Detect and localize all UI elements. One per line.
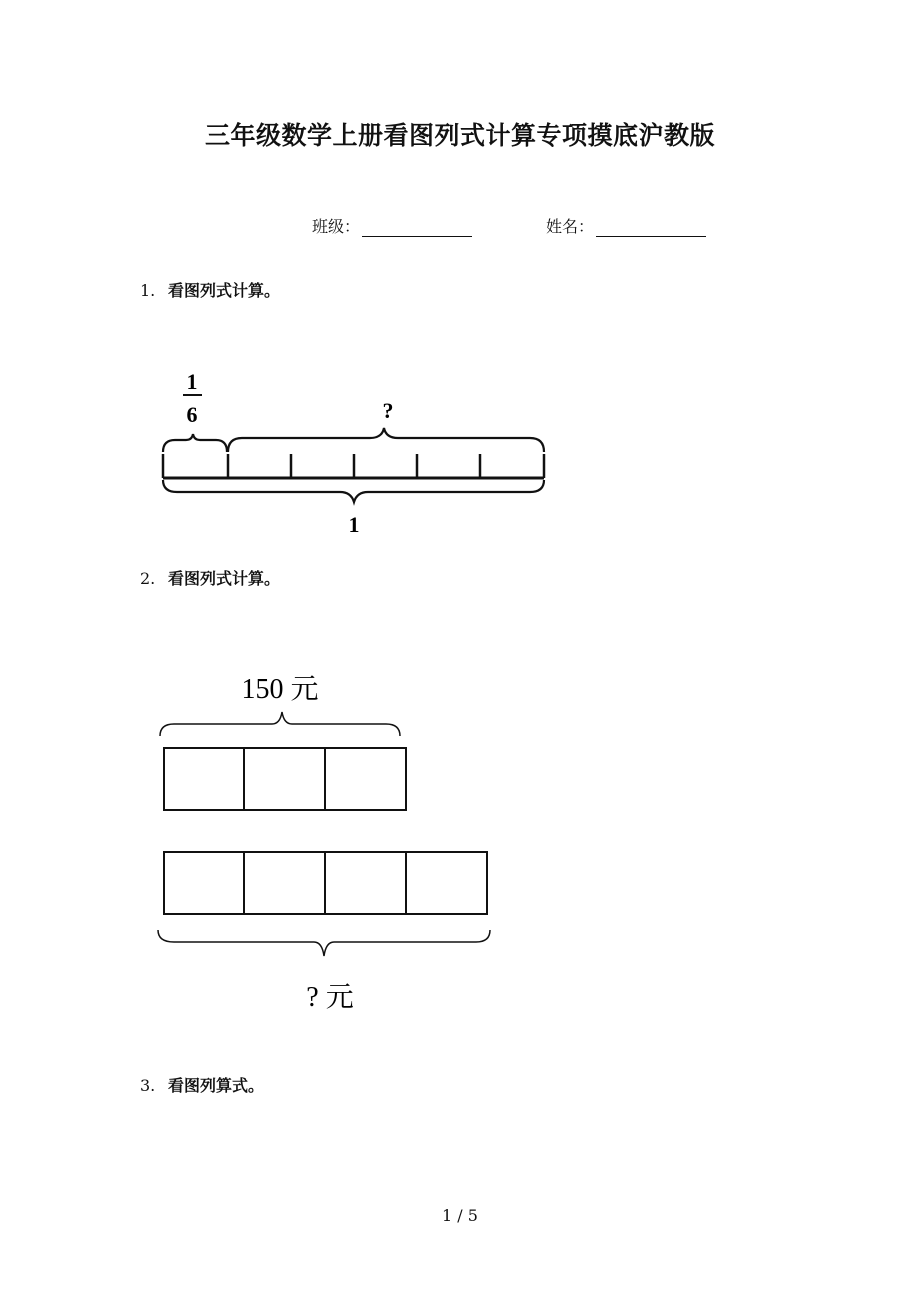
unknown-part-mark: ?: [382, 398, 394, 423]
top-amount-brace: [160, 712, 400, 736]
name-label: 姓名：: [546, 217, 595, 236]
class-blank-line[interactable]: [362, 218, 472, 237]
fraction-numerator: 1: [186, 369, 198, 394]
page-number: 1 / 5: [442, 1206, 478, 1225]
bottom-box-row: [164, 852, 487, 914]
question-1: [140, 278, 280, 301]
top-box-row: [164, 748, 406, 810]
question-2-text: 看图列式计算。: [168, 569, 281, 588]
question-3-number: 3.: [140, 1076, 156, 1095]
remaining-segments-brace: [228, 428, 544, 452]
question-2-number: 2.: [140, 569, 156, 588]
whole-label: 1: [348, 512, 360, 532]
question-1-number: 1.: [140, 281, 156, 300]
class-field: [312, 214, 472, 237]
bottom-amount-label: ? 元: [306, 982, 354, 1013]
top-box: [244, 748, 325, 810]
question-3-text: 看图列算式。: [168, 1076, 265, 1095]
bottom-box: [244, 852, 325, 914]
class-label: 班级：: [312, 217, 361, 236]
segment-ticks: [228, 454, 480, 478]
question-1-text: 看图列式计算。: [168, 281, 281, 300]
top-box: [325, 748, 406, 810]
fraction-segment-diagram: [150, 362, 560, 532]
bottom-box: [164, 852, 244, 914]
money-comparison-diagram: [150, 660, 510, 1020]
top-box: [164, 748, 244, 810]
fraction-denominator: 6: [186, 402, 198, 427]
bottom-box: [406, 852, 487, 914]
page-title: 三年级数学上册看图列式计算专项摸底沪教版: [204, 121, 715, 150]
student-info-row: [312, 214, 706, 237]
bottom-box: [325, 852, 406, 914]
whole-bar-brace: [163, 480, 544, 502]
name-blank-line[interactable]: [596, 218, 706, 237]
top-amount-label: 150 元: [241, 674, 319, 705]
question-2: [140, 566, 280, 589]
question-3: [140, 1073, 264, 1096]
bottom-amount-brace: [158, 930, 490, 956]
name-field: [546, 214, 706, 237]
first-segment-brace: [163, 434, 227, 452]
